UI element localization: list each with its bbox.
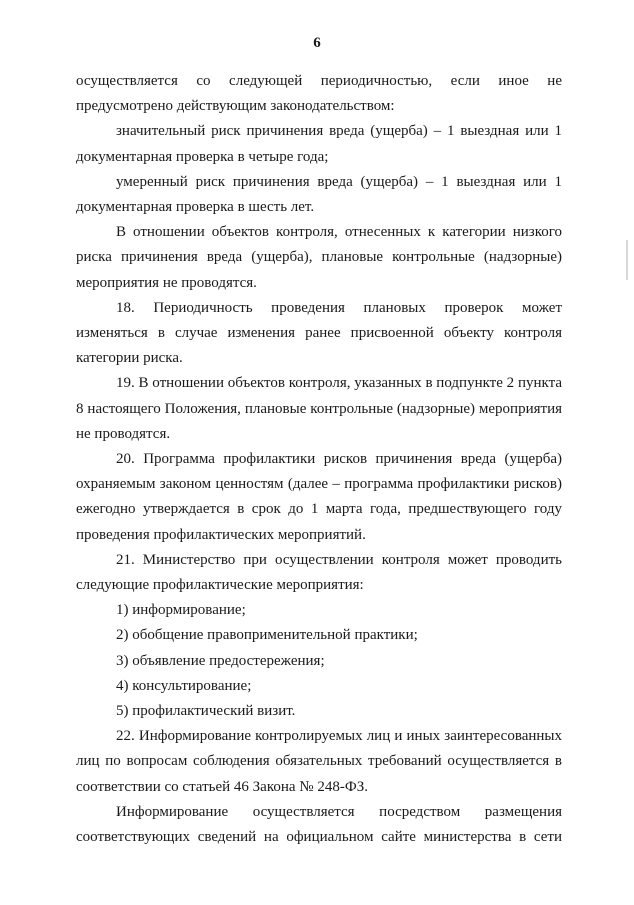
page-number: 6 — [313, 35, 321, 51]
paragraph: 22. Информирование контролируемых лиц и иных заинтересованных лиц по вопросам соблюдения обязательных требований осуществляется в соответствии со статьей 46 Закона № 248-ФЗ. — [76, 728, 562, 795]
list-item: 5) профилактический визит. — [116, 703, 296, 720]
list-item: 4) консультирование; — [116, 677, 252, 694]
paragraph: умеренный риск причинения вреда (ущерба) – 1 выездная или 1 документарная проверка в шесть лет. — [76, 173, 562, 216]
body-text — [76, 69, 562, 850]
list-item: 1) информирование; — [116, 602, 246, 619]
paragraph: значительный риск причинения вреда (ущерба) – 1 выездная или 1 документарная проверка в четыре года; — [76, 123, 562, 165]
paragraph: 18. Периодичность проведения плановых проверок может изменяться в случае изменения ранее присвоенной объекту контроля категории риска. — [76, 299, 562, 367]
paragraph: 19. В отношении объектов контроля, указанных в подпункте 2 пункта 8 настоящего Положения, плановые контрольные (надзорные) мероприятия не проводятся. — [76, 375, 562, 442]
paragraph: 21. Министерство при осуществлении контроля может проводить следующие профилактические мероприятия: — [76, 551, 562, 594]
scan-artifact — [626, 240, 628, 280]
paragraph: Информирование осуществляется посредством размещения соответствующих сведений на официальном сайте министерства в сети — [76, 803, 562, 846]
list-item: 2) обобщение правоприменительной практики; — [116, 627, 418, 644]
list-item: 3) объявление предостережения; — [116, 652, 325, 669]
paragraph: 20. Программа профилактики рисков причинения вреда (ущерба) охраняемым законом ценностям (далее – программа профилактики рисков) ежегодно утверждается в срок до 1 марта года, предшествующего году проведения профилактических мероприятий. — [76, 451, 562, 543]
paragraph: В отношении объектов контроля, отнесенных к категории низкого риска причинения вреда (ущерба), плановые контрольные (надзорные) мероприятия не проводятся. — [76, 224, 562, 291]
paragraph: осуществляется со следующей периодичностью, если иное не предусмотрено действующим законодательством: — [76, 73, 562, 115]
